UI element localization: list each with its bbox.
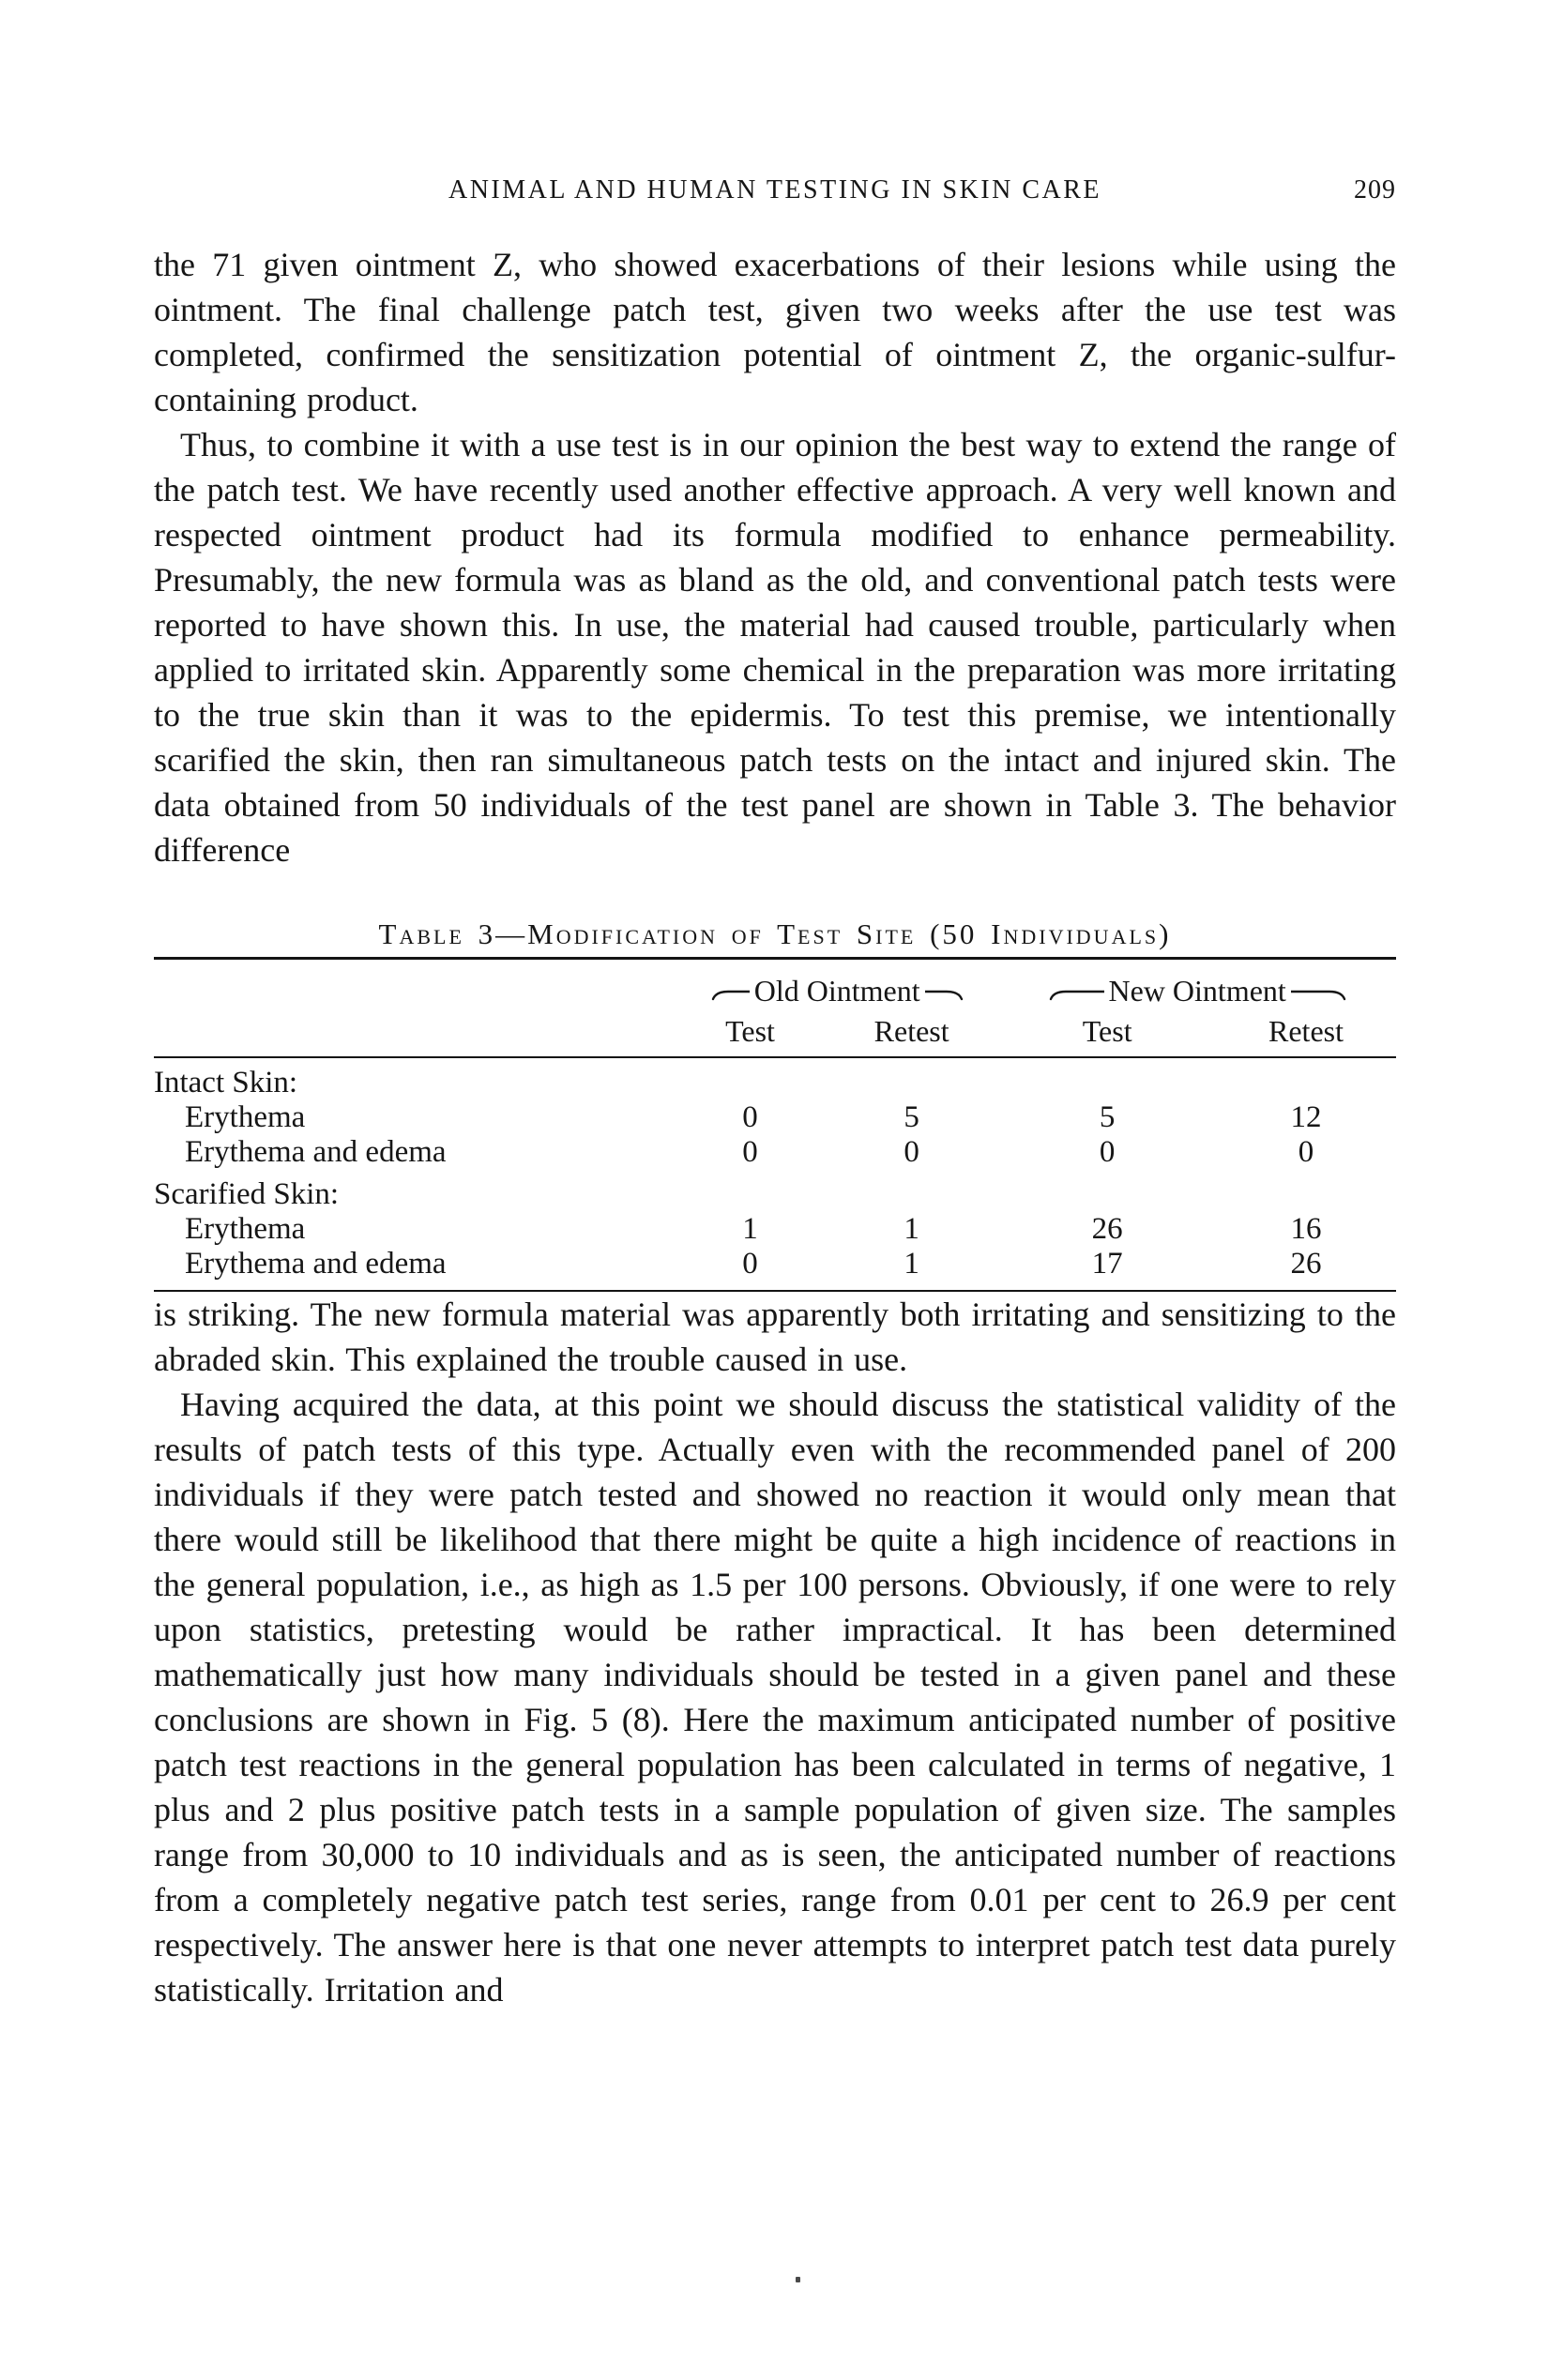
swash-dash-left-icon bbox=[1048, 978, 1104, 1004]
group-label-text: Old Ointment bbox=[753, 973, 920, 1008]
cell: 5 bbox=[1099, 1100, 1116, 1134]
row-label: Scarified Skin: bbox=[154, 1177, 340, 1211]
table-row bbox=[154, 1100, 1396, 1135]
table-row bbox=[154, 1212, 1396, 1247]
group-header-stub bbox=[154, 959, 676, 1013]
swash-dash-right-icon bbox=[1291, 978, 1347, 1004]
row-label: Erythema and edema bbox=[185, 1135, 447, 1169]
group-header-new-ointment bbox=[998, 959, 1396, 1013]
cell: 5 bbox=[904, 1100, 919, 1134]
table-row bbox=[154, 1247, 1396, 1291]
cell bbox=[676, 1170, 825, 1212]
column-header: Test bbox=[676, 1012, 825, 1057]
text-column bbox=[154, 0, 1396, 2012]
paragraph-1: the 71 given ointment Z, who showed exacerbations of their lesions while using the ointment. The final challenge patch test, given two weeks after the use test was completed, confirmed the sensitization potential of ointment Z, the organic-sulfur-containing product. bbox=[154, 246, 1396, 418]
group-label-text: New Ointment bbox=[1108, 973, 1286, 1008]
cell: 16 bbox=[1290, 1212, 1322, 1246]
table-section-row bbox=[154, 1170, 1396, 1212]
swash-dash-right-icon bbox=[925, 978, 964, 1004]
scan-speck bbox=[796, 2277, 800, 2282]
table-caption: Table 3—Modification of Test Site (50 Individuals) bbox=[378, 917, 1172, 950]
cell: 1 bbox=[904, 1247, 919, 1281]
page-number: 209 bbox=[1354, 175, 1396, 205]
column-header: Retest bbox=[825, 1012, 998, 1057]
cell: 0 bbox=[742, 1135, 758, 1169]
table-row bbox=[154, 1135, 1396, 1170]
cell bbox=[825, 1170, 998, 1212]
running-head-title: ANIMAL AND HUMAN TESTING IN SKIN CARE bbox=[448, 175, 1102, 205]
table-subheader-row bbox=[154, 1012, 1396, 1057]
paragraph-3: is striking. The new formula material was apparently both irritating and sensitizing to the abraded skin. This explained the trouble caused in use. bbox=[154, 1296, 1396, 1378]
cell bbox=[998, 1057, 1216, 1100]
cell bbox=[676, 1057, 825, 1100]
cell bbox=[1216, 1170, 1396, 1212]
swash-dash-left-icon bbox=[710, 978, 750, 1004]
column-header: Retest bbox=[1216, 1012, 1396, 1057]
cell: 0 bbox=[904, 1135, 919, 1169]
cell bbox=[1216, 1057, 1396, 1100]
cell: 17 bbox=[1091, 1247, 1123, 1281]
running-head bbox=[154, 174, 1396, 208]
cell: 26 bbox=[1091, 1212, 1123, 1246]
cell: 0 bbox=[1298, 1135, 1314, 1169]
cell: 12 bbox=[1290, 1100, 1322, 1134]
row-label: Erythema and edema bbox=[185, 1247, 447, 1281]
row-label: Intact Skin: bbox=[154, 1066, 298, 1099]
table-group-header-row bbox=[154, 959, 1396, 1013]
row-label: Erythema bbox=[185, 1100, 306, 1134]
table-3 bbox=[154, 957, 1396, 1292]
group-header-old-ointment bbox=[676, 959, 998, 1013]
cell: 0 bbox=[742, 1247, 758, 1281]
row-label: Erythema bbox=[185, 1212, 306, 1246]
cell: 26 bbox=[1290, 1247, 1322, 1281]
cell: 0 bbox=[742, 1100, 758, 1134]
cell bbox=[998, 1170, 1216, 1212]
paragraph-2: Thus, to combine it with a use test is in our opinion the best way to extend the range of the patch test. We have recently used another effective approach. A very well known and respected ointment product had its formula modified to enhance permeability. Presumably, the new formula was as bland as the old, and conventional patch tests were reported to have shown this. In use, the material had caused trouble, particularly when applied to irritated skin. Apparently some chemical in the preparation was more irritating to the true skin than it was to the epidermis. To test this premise, we intentionally scarified the skin, then ran simultaneous patch tests on the intact and injured skin. The data obtained from 50 individuals of the test panel are shown in Table 3. The behavior difference bbox=[154, 426, 1396, 869]
cell: 1 bbox=[904, 1212, 919, 1246]
cell: 1 bbox=[742, 1212, 758, 1246]
cell bbox=[825, 1057, 998, 1100]
table-section-row bbox=[154, 1057, 1396, 1100]
subheader-stub bbox=[154, 1012, 676, 1057]
column-header: Test bbox=[998, 1012, 1216, 1057]
paragraph-4: Having acquired the data, at this point we should discuss the statistical validity of the results of patch tests of this type. Actually even with the recommended panel of 200 individuals if they were patch tested and showed no reaction it would only mean that there would still be likelihood that there might be quite a high incidence of reactions in the general population, i.e., as high as 1.5 per 100 persons. Obviously, if one were to rely upon statistics, pretesting would be rather impractical. It has been determined mathematically just how many individuals should be tested in a given panel and these conclusions are shown in Fig. 5 (8). Here the maximum anticipated number of positive patch test reactions in the general population has been calculated in terms of negative, 1 plus and 2 plus positive patch tests in a sample population of given size. The samples range from 30,000 to 10 individuals and as is seen, the anticipated number of reactions from a completely negative patch test series, range from 0.01 per cent to 26.9 per cent respectively. The answer here is that one never attempts to interpret patch test data purely statistically. Irritation and bbox=[154, 1386, 1396, 2009]
table-3-block bbox=[154, 914, 1396, 1292]
cell: 0 bbox=[1099, 1135, 1116, 1169]
